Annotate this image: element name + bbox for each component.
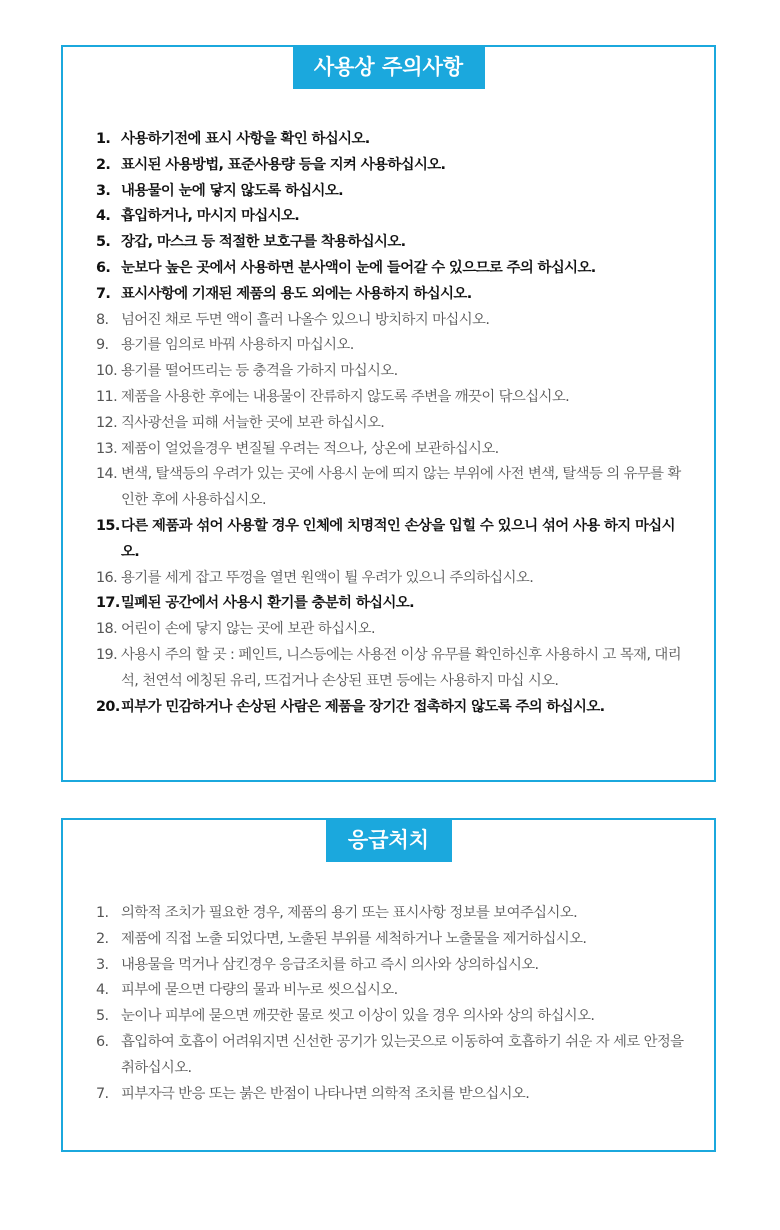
item-number: 6. <box>96 1033 109 1050</box>
caution-item-7 <box>96 282 686 308</box>
item-text: 직사광선을 피해 서늘한 곳에 보관 하십시오. <box>121 414 385 431</box>
item-number: 18. <box>96 621 118 638</box>
first-aid-title: 응급처치 <box>326 818 452 862</box>
caution-item-16 <box>96 566 686 592</box>
item-number: 3. <box>96 956 109 973</box>
first-aid-box <box>61 818 716 1152</box>
item-number: 9. <box>96 337 109 354</box>
caution-item-17 <box>96 591 686 617</box>
item-text: 표시된 사용방법, 표준사용량 등을 지켜 사용하십시오. <box>121 156 446 173</box>
item-text: 사용하기전에 표시 사항을 확인 하십시오. <box>121 131 370 147</box>
first-aid-item-2 <box>96 927 686 953</box>
caution-item-9 <box>96 333 686 359</box>
item-text: 피부에 묻으면 다량의 물과 비누로 씻으십시오. <box>121 982 398 999</box>
item-text: 의학적 조치가 필요한 경우, 제품의 용기 또는 표시사항 정보를 보여주십시오. <box>121 905 578 921</box>
item-text: 제품이 얼었을경우 변질될 우려는 적으나, 상온에 보관하십시오. <box>121 440 499 457</box>
item-number: 17. <box>96 595 120 612</box>
item-number: 20. <box>96 698 120 715</box>
first-aid-list <box>96 901 686 1107</box>
caution-item-5 <box>96 230 686 256</box>
first-aid-item-6 <box>96 1030 686 1082</box>
item-text: 용기를 세게 잡고 뚜껑을 열면 원액이 튈 우려가 있으니 주의하십시오. <box>121 569 534 586</box>
first-aid-item-5 <box>96 1004 686 1030</box>
caution-item-19 <box>96 643 686 695</box>
item-text: 눈보다 높은 곳에서 사용하면 분사액이 눈에 들어갈 수 있으므로 주의 하십시오. <box>121 259 596 276</box>
item-number: 1. <box>96 131 111 147</box>
item-number: 6. <box>96 259 111 276</box>
caution-list <box>96 127 686 720</box>
caution-box <box>61 45 716 782</box>
caution-item-13 <box>96 437 686 463</box>
item-text: 용기를 떨어뜨리는 등 충격을 가하지 마십시오. <box>121 363 398 380</box>
caution-item-3 <box>96 179 686 205</box>
item-number: 4. <box>96 982 109 999</box>
item-number: 1. <box>96 905 109 921</box>
item-text: 넘어진 채로 두면 액이 흘러 나올수 있으니 방치하지 마십시오. <box>121 311 490 328</box>
item-number: 5. <box>96 1008 109 1025</box>
caution-item-1 <box>96 127 686 153</box>
item-text: 흡입하여 호흡이 어려워지면 신선한 공기가 있는곳으로 이동하여 호흡하기 쉬운 자 세로 안정을 취하십시오. <box>121 1033 684 1076</box>
caution-item-11 <box>96 385 686 411</box>
item-text: 밀폐된 공간에서 사용시 환기를 충분히 하십시오. <box>121 595 414 612</box>
caution-item-18 <box>96 617 686 643</box>
item-number: 3. <box>96 182 111 199</box>
item-number: 8. <box>96 311 109 328</box>
caution-item-6 <box>96 256 686 282</box>
item-number: 7. <box>96 1085 109 1102</box>
item-text: 용기를 임의로 바꿔 사용하지 마십시오. <box>121 337 354 354</box>
first-aid-item-3 <box>96 953 686 979</box>
item-number: 5. <box>96 234 111 251</box>
item-number: 10. <box>96 363 118 380</box>
caution-item-20 <box>96 695 686 721</box>
item-number: 15. <box>96 517 120 534</box>
caution-title: 사용상 주의사항 <box>293 45 485 89</box>
item-number: 2. <box>96 930 109 947</box>
caution-item-12 <box>96 411 686 437</box>
item-text: 장갑, 마스크 등 적절한 보호구를 착용하십시오. <box>121 234 406 251</box>
item-number: 12. <box>96 414 118 431</box>
item-text: 다른 제품과 섞어 사용할 경우 인체에 치명적인 손상을 입힐 수 있으니 섞어 사용 하지 마십시오. <box>121 517 675 560</box>
caution-item-2 <box>96 153 686 179</box>
item-text: 흡입하거나, 마시지 마십시오. <box>121 208 300 225</box>
caution-item-4 <box>96 204 686 230</box>
item-text: 제품을 사용한 후에는 내용물이 잔류하지 않도록 주변을 깨끗이 닦으십시오. <box>121 388 570 405</box>
item-text: 어린이 손에 닿지 않는 곳에 보관 하십시오. <box>121 621 375 638</box>
caution-item-8 <box>96 308 686 334</box>
item-number: 2. <box>96 156 111 173</box>
item-number: 11. <box>96 388 118 405</box>
item-text: 표시사항에 기재된 제품의 용도 외에는 사용하지 하십시오. <box>121 285 472 302</box>
item-text: 눈이나 피부에 묻으면 깨끗한 물로 씻고 이상이 있을 경우 의사와 상의 하십시오. <box>121 1008 595 1025</box>
caution-item-10 <box>96 359 686 385</box>
item-text: 변색, 탈색등의 우려가 있는 곳에 사용시 눈에 띄지 않는 부위에 사전 변색, 탈색등 의 유무를 확인한 후에 사용하십시오. <box>121 466 681 509</box>
caution-item-15 <box>96 514 686 566</box>
item-text: 피부가 민감하거나 손상된 사람은 제품을 장기간 접촉하지 않도록 주의 하십시오. <box>121 698 605 715</box>
item-number: 14. <box>96 466 118 483</box>
item-text: 사용시 주의 할 곳 : 페인트, 니스등에는 사용전 이상 유무를 확인하신후 사용하시 고 목재, 대리석, 천연석 에칭된 유리, 뜨겁거나 손상된 표면 등에는 사용하지 마십 시오. <box>121 646 681 689</box>
first-aid-item-7 <box>96 1082 686 1108</box>
item-number: 16. <box>96 569 118 586</box>
item-number: 13. <box>96 440 118 457</box>
item-text: 피부자극 반응 또는 붉은 반점이 나타나면 의학적 조치를 받으십시오. <box>121 1085 530 1102</box>
item-text: 내용물을 먹거나 삼킨경우 응급조치를 하고 즉시 의사와 상의하십시오. <box>121 956 539 973</box>
item-text: 제품에 직접 노출 되었다면, 노출된 부위를 세척하거나 노출물을 제거하십시오. <box>121 930 587 947</box>
caution-item-14 <box>96 462 686 514</box>
item-text: 내용물이 눈에 닿지 않도록 하십시오. <box>121 182 344 199</box>
first-aid-item-1 <box>96 901 686 927</box>
first-aid-item-4 <box>96 978 686 1004</box>
item-number: 19. <box>96 646 118 663</box>
item-number: 7. <box>96 285 111 302</box>
item-number: 4. <box>96 208 111 225</box>
